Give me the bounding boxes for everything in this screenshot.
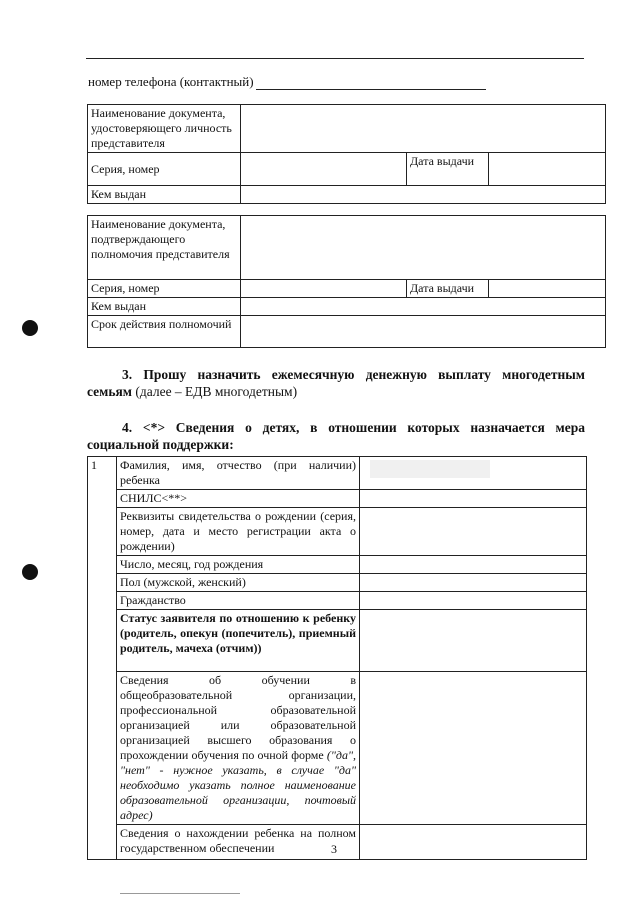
child-state-support-field[interactable] — [360, 825, 587, 860]
identity-series-label: Серия, номер — [88, 153, 241, 186]
section-3-note: (далее – ЕДВ многодетным) — [135, 384, 298, 399]
page-number: 3 — [331, 842, 337, 856]
applicant-status-label: Статус заявителя по отношению к ребенку (родитель, опекун (попечитель), приемный родитель, мачеха (отчим)) — [117, 610, 360, 672]
authority-issued-by-label: Кем выдан — [88, 298, 241, 316]
scan-noise — [370, 460, 490, 478]
child-citizenship-label: Гражданство — [117, 592, 360, 610]
child-birth-certificate-label: Реквизиты свидетельства о рождении (серия, номер, дата и место регистрации акта о рождении) — [117, 508, 360, 556]
applicant-status-field[interactable] — [360, 610, 587, 672]
identity-document-table — [87, 104, 606, 204]
bottom-scan-line — [120, 893, 240, 894]
authority-document-table — [87, 215, 606, 348]
hole-punch-bottom — [22, 564, 38, 580]
child-citizenship-field[interactable] — [360, 592, 587, 610]
section-3-text: Прошу назначить ежемесячную денежную выплату многодетным семьям — [87, 367, 585, 399]
identity-date-label: Дата выдачи — [407, 153, 489, 186]
identity-series-field[interactable] — [241, 153, 407, 186]
phone-label: номер телефона (контактный) — [88, 74, 254, 89]
phone-input-line[interactable] — [256, 89, 486, 90]
child-sex-field[interactable] — [360, 574, 587, 592]
identity-date-field[interactable] — [489, 153, 606, 186]
identity-doc-name-field[interactable] — [241, 105, 606, 153]
child-birth-certificate-field[interactable] — [360, 508, 587, 556]
authority-date-label: Дата выдачи — [407, 280, 489, 298]
identity-issued-by-label: Кем выдан — [88, 186, 241, 204]
authority-issued-by-field[interactable] — [241, 298, 606, 316]
hole-punch-top — [22, 320, 38, 336]
child-education-label — [117, 672, 360, 825]
child-sex-label: Пол (мужской, женский) — [117, 574, 360, 592]
authority-date-field[interactable] — [489, 280, 606, 298]
authority-series-field[interactable] — [241, 280, 407, 298]
authority-validity-field[interactable] — [241, 316, 606, 348]
child-row-number: 1 — [88, 457, 117, 860]
child-education-field[interactable] — [360, 672, 587, 825]
section-4-title: 4. <*> Сведения о детях, в отношении которых назначается мера социальной поддержки: — [87, 420, 585, 452]
authority-validity-label: Срок действия полномочий — [88, 316, 241, 348]
child-state-support-label: Сведения о нахождении ребенка на полном государственном обеспечении — [117, 825, 360, 860]
authority-doc-name-label: Наименование документа, подтверждающего полномочия представителя — [88, 216, 241, 280]
section-3 — [87, 366, 585, 400]
child-birth-date-label: Число, месяц, год рождения — [117, 556, 360, 574]
child-fio-label: Фамилия, имя, отчество (при наличии) ребенка — [117, 457, 360, 490]
identity-issued-by-field[interactable] — [241, 186, 606, 204]
child-snils-field[interactable] — [360, 490, 587, 508]
child-snils-label: СНИЛС<**> — [117, 490, 360, 508]
authority-series-label: Серия, номер — [88, 280, 241, 298]
identity-doc-name-label: Наименование документа, удостоверяющего личность представителя — [88, 105, 241, 153]
child-birth-date-field[interactable] — [360, 556, 587, 574]
section-3-number: 3. — [122, 367, 133, 382]
authority-doc-name-field[interactable] — [241, 216, 606, 280]
child-education-instruction: ("да", "нет" - нужное указать, в случае "да" необходимо указать полное наименование образовательной организации, почтовый адрес) — [120, 748, 357, 822]
children-table — [87, 456, 587, 860]
top-rule — [86, 58, 584, 59]
child-education-text: Сведения об обучении в общеобразовательной организации, профессиональной образовательной организацией или образовательной организацией высшего образования о прохождении обучения по очной форме — [120, 673, 356, 762]
